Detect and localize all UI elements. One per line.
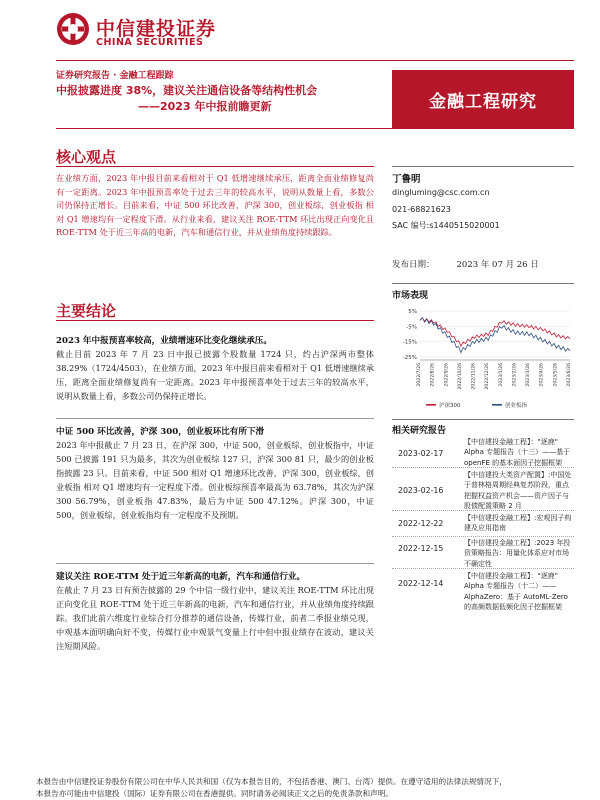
chart-legend-label: 创业板指 [505, 403, 528, 409]
core-view-text: 在业绩方面，2023 年中报目前来看相对于 Q1 低增速继续承压，距离全面业绩修复尚有一定距离。2023 年中报预喜率处于过去三年的较高水平，说明从数量上看，多数公司仍保持正增长。目前来看，中证 500 环比改善，沪深 300，创业板综，创业板指 相对 Q1 增速均有一定程度下滑。从行业来看，建议关注 ROE-TTM 环比出现正向变化且 ROE-TTM 处于近三年高的电新，汽车和通信行业，并从业绩角度持续跟踪。 [56, 173, 374, 238]
related-item-title[interactable]: 【中信建投金融工程】："逐鹿" Alpha 专题报告（十二）——AlphaZero：基于 AutoML-Zero 的高频数据低频化因子挖掘框架 [464, 572, 568, 611]
related-item-date: 2023-02-17 [398, 449, 444, 458]
related-separator [392, 536, 574, 537]
related-item-title[interactable]: 【中信建投大类资产配置】:中国处于普林格周期经典复苏阶段，重点把握权益资产机会——资产因子与股债配置策略 2 月 [464, 471, 572, 510]
chart-xtick-label: 2022/12/26 [485, 363, 491, 390]
analyst-email[interactable]: dingluming@csc.com.cn [392, 188, 490, 197]
chart-xtick-label: 2022/10/26 [457, 363, 463, 390]
related-item[interactable] [392, 571, 574, 621]
report-subtitle: ——2023 年中报前瞻更新 [138, 100, 272, 113]
chart-xtick-label: 2023/4/26 [539, 363, 545, 387]
main-conclusions-divider [56, 320, 374, 321]
company-logo [56, 10, 226, 50]
related-item[interactable] [392, 538, 574, 568]
chart-ytick-label: 5% [408, 309, 417, 316]
related-item[interactable] [392, 470, 574, 512]
core-view-heading: 核心观点 [56, 148, 117, 166]
chart-legend-swatch [492, 404, 502, 406]
analyst-phone: 021-68821623 [392, 204, 451, 214]
related-separator [392, 510, 574, 511]
header-divider [56, 60, 574, 61]
brand-name-en: CHINA SECURITIES [96, 37, 204, 48]
logo-mark-icon [56, 12, 90, 46]
related-item[interactable] [392, 513, 574, 537]
chart-ytick-label: -25% [402, 354, 417, 361]
market-divider [392, 283, 574, 284]
related-item-date: 2023-02-16 [398, 486, 444, 495]
analyst-sac-id: SAC 编号:s1440515020001 [392, 221, 500, 230]
report-category: 证券研究报告 · 金融工程跟踪 [56, 71, 174, 81]
related-item-date: 2022-12-14 [398, 579, 444, 588]
related-item-title[interactable]: 【中信建投金融工程】:2023 年投资策略报告：用量化体系应对市场不确定性 [464, 539, 571, 568]
chart-ytick-label: -15% [402, 339, 417, 346]
market-heading: 市场表现 [392, 291, 429, 301]
conclusion-2-text: 2023 年中报截止 7 月 23 日，在沪深 300，中证 500，创业板综，创业板指中，中证 500 已披露 191 只为最多，其次为创业板综 127 只，沪深 300 81 只，最少的创业板指披露 23 只。目前来看，中证 500 相对 Q1 增速环比改善，沪深 300，创业板综，创业板指 相对 Q1 增速均有一定程度下滑。创业板综预喜率最高为 63.78%，其次为沪深 300 56.79%，创业板指 47.83%，最后为中证 500 47.12%。沪深 300，中证 500，创业板综，创业板指均有一定程度不及预期。 [56, 440, 374, 520]
related-separator [392, 467, 574, 468]
research-banner: 金融工程研究 [392, 70, 574, 128]
conclusion-1-text: 截止目前 2023 年 7 月 23 日中报已披露个股数量 1724 只，约占沪深两市整体 38.29%（1724/4503），在业绩方面，2023 年中报目前来看相对于 Q1 低增速继续承压，距离全面业绩修复尚有一定距离。2023 年中报预喜率处于过去三年的较高水平，说明从数量上看，多数公司仍保持正增长。 [56, 349, 374, 401]
conclusion-divider [56, 563, 374, 564]
brand-name-cn: 中信建投证券 [96, 18, 217, 40]
related-separator [392, 568, 574, 569]
publish-date [392, 258, 539, 270]
related-item-title[interactable]: 【中信建投金融工程】："逐鹿" Alpha 专题报告（十三）——基于 openFE 的基本面因子挖掘框架 [464, 438, 571, 467]
analyst-name: 丁鲁明 [392, 174, 421, 185]
core-view-divider [56, 166, 374, 167]
related-item-title[interactable]: 【中信建投金融工程】:宏观因子构建及应用指南 [464, 514, 572, 533]
main-conclusions-heading: 主要结论 [56, 302, 117, 320]
chart-xtick-label: 2023/6/26 [567, 363, 572, 387]
conclusion-3-text: 在截止 7 月 23 日有预告披露的 29 个中信一级行业中，建议关注 ROE-TTM 环比出现正向变化且 ROE-TTM 处于近三年新高的电新，汽车和通信行业，并从业绩角度持续跟踪。我们此前六维度行业综合打分推荐的通信设备，传媒行业，前者二季报业绩兑现，中观基本面明确向好不变，传媒行业中观景气变量上行中但中报业绩存在波动，建议关注短期风险。 [56, 585, 374, 651]
chart-xtick-label: 2023/2/26 [512, 363, 518, 387]
related-item-date: 2022-12-22 [398, 519, 444, 528]
footer-line: 本报告亦可能由中信建投（国际）证券有限公司在香港提供。同时请务必阅读正文之后的免责条款和声明。 [36, 788, 393, 798]
chart-xtick-label: 2023/3/26 [526, 363, 532, 387]
chart-legend-swatch [426, 404, 436, 406]
chart-xtick-label: 2022/7/26 [417, 363, 422, 387]
chart-legend-label: 沪深300 [439, 403, 461, 409]
conclusion-3-heading: 建议关注 ROE-TTM 处于近三年新高的电新，汽车和通信行业。 [56, 572, 306, 582]
conclusion-2-heading: 中证 500 环比改善，沪深 300，创业板环比有所下滑 [56, 427, 265, 437]
publish-date-value: 2023 年 07 月 26 日 [456, 260, 539, 270]
chart-xtick-label: 2022/9/26 [444, 363, 450, 387]
chart-ytick-label: -5% [406, 324, 417, 331]
chart-series-line [420, 318, 570, 353]
related-heading: 相关研究报告 [392, 426, 447, 436]
market-chart [392, 302, 574, 417]
conclusion-1-heading: 2023 年中报预喜率较高，业绩增速环比变化继续承压。 [56, 336, 272, 346]
analyst-divider [392, 166, 574, 167]
market-chart-svg [392, 302, 574, 417]
report-title: 中报披露进度 38%，建议关注通信设备等结构性机会 [56, 84, 318, 97]
related-item-date: 2022-12-15 [398, 544, 444, 553]
analyst-card [392, 171, 574, 235]
footer-disclaimer [36, 776, 576, 799]
chart-xtick-label: 2023/1/26 [498, 363, 504, 387]
related-divider [392, 419, 574, 420]
chart-xtick-label: 2023/5/26 [553, 363, 559, 387]
related-item[interactable] [392, 437, 574, 471]
conclusion-divider [56, 418, 374, 419]
title-divider [56, 128, 574, 129]
footer-line: 本报告由中信建投证券股份有限公司在中华人民共和国（仅为本报告目的，不包括香港、澳门、台湾）提供。在遵守适用的法律法规情况下， [36, 777, 507, 786]
chart-xtick-label: 2022/8/26 [430, 363, 436, 387]
chart-xtick-label: 2022/11/26 [471, 363, 477, 390]
publish-date-label: 发布日期： [392, 260, 435, 270]
